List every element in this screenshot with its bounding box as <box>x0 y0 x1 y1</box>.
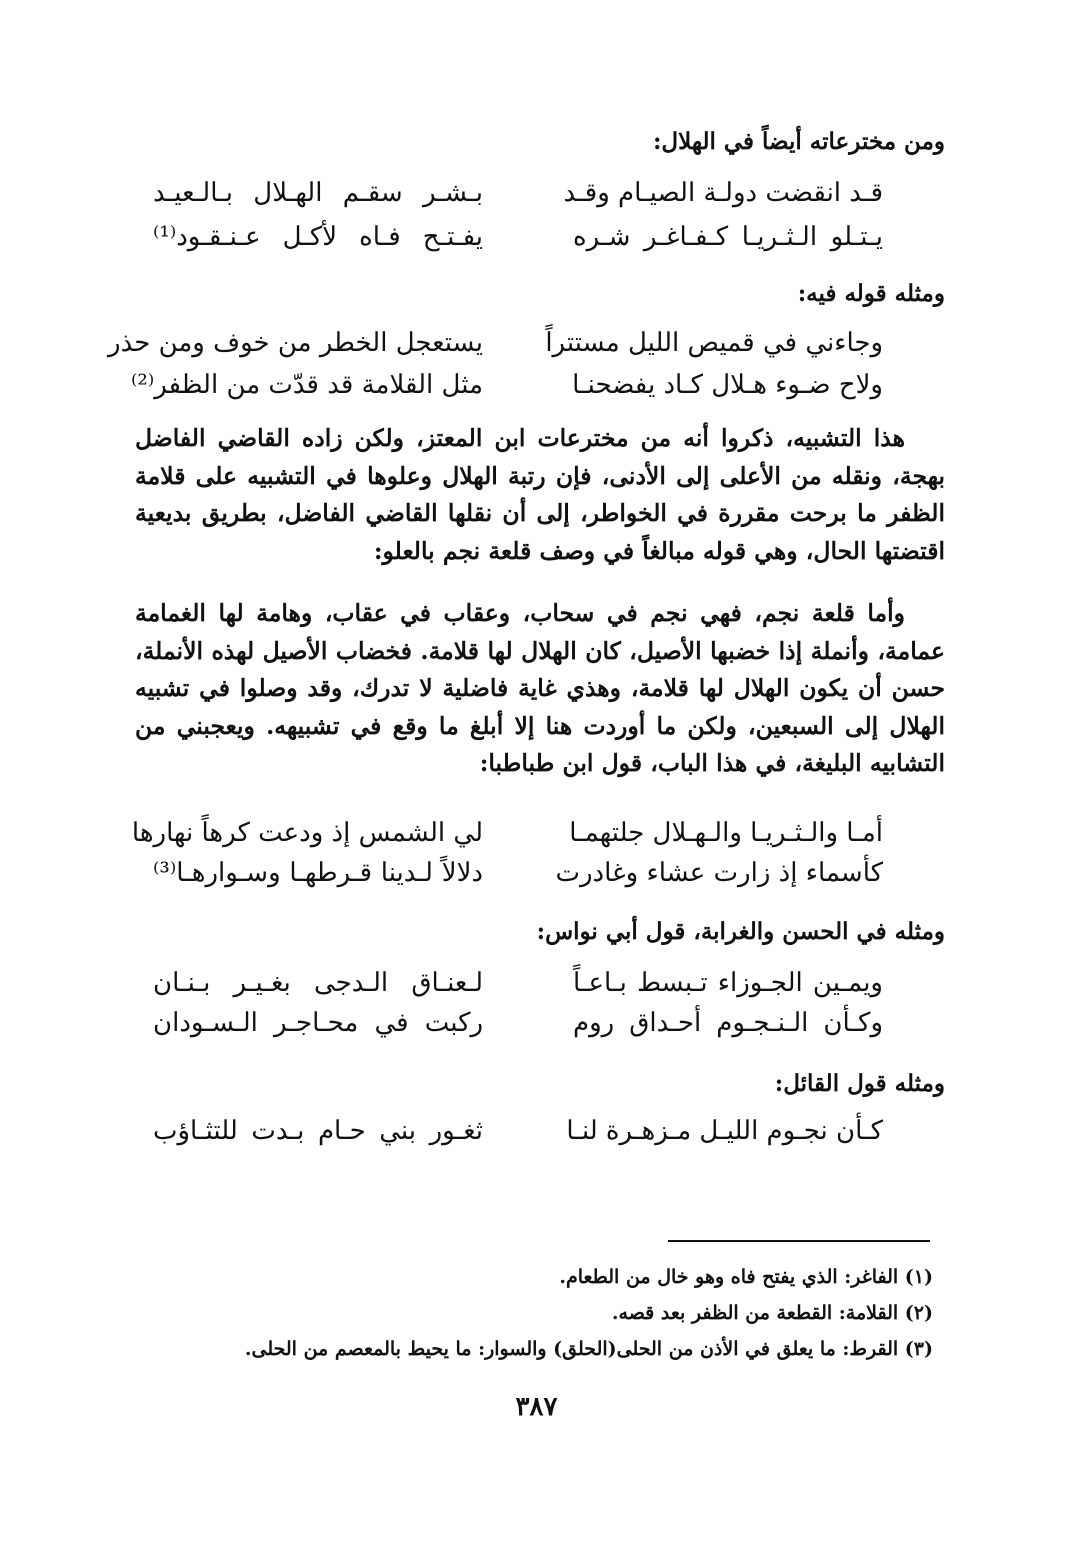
verse-line <box>153 858 883 900</box>
intro-line: ومثله قول القائل: <box>774 1070 945 1097</box>
paragraph-text: هذا التشبيه، ذكروا أنه من مخترعات ابن المعتز، ولكن زاده القاضي الفاضل بهجة، ونقله من الأعلى إلى الأدنى، فإن رتبة الهلال وعلوها في التشبيه على قلامة الظفر ما برحت مقررة في الخواطر، إلى أن نقلها القاضي الفاضل، بطريق بديعية اقتضتها الحال، وهي قوله مبالغاً في وصف قلعة نجم بالعلو: <box>135 424 945 565</box>
footnote: (١) الفاغر: الذي يفتح فاه وهو خال من الطعام. <box>559 1266 933 1288</box>
footnote: (٣) القرط: ما يعلق في الأذن من الحلى(الحلق) والسوار: ما يحيط بالمعصم من الحلى. <box>244 1338 933 1360</box>
verse-line <box>153 1008 883 1050</box>
verse-line <box>108 328 883 370</box>
verse-line <box>153 178 883 220</box>
verse-first-hemistich: ولاح ضـوء هـلال كـاد يفضحنـا <box>572 370 883 400</box>
footnote: (٢) القلامة: القطعة من الظفر بعد قصه. <box>611 1302 933 1324</box>
verse-second-hemistich: بـشـر سقـم الهـلال بـالـعيـد <box>153 178 483 208</box>
verse-line <box>131 818 883 860</box>
verse-first-hemistich: وجاءني في قميص الليل مستتراً <box>545 328 883 358</box>
verse-second-hemistich: لـعنـاق الـدجى بغـيـر بـنـان <box>153 968 483 998</box>
verse-first-hemistich: وكـأن الـنـجـوم أحـداق روم <box>573 1008 883 1038</box>
intro-line: ومن مخترعاته أيضاً في الهلال: <box>652 128 945 155</box>
verse-second-hemistich: يفـتـح فـاه لأكـل عـنـقـود⁽¹⁾ <box>153 222 483 252</box>
verse-line <box>131 370 883 412</box>
prose-paragraph <box>135 595 945 783</box>
verse-first-hemistich: كأسماء إذ زارت عشاء وغادرت <box>555 858 883 888</box>
verse-first-hemistich: ويمـين الجـوزاء تـبسط بـاعـاً <box>573 968 883 998</box>
paragraph-text: وأما قلعة نجم، فهي نجم في سحاب، وعقاب في عقاب، وهامة لها الغمامة عمامة، وأنملة إذا خضبها الأصيل، كان الهلال لها قلامة. فخضاب الأصيل لهذه الأنملة، حسن أن يكون الهلال لها قلامة، وهذي غاية فاضلية لا تدرك، وقد وصلوا في تشبيه الهلال إلى السبعين، ولكن ما أوردت هنا إلا أبلغ ما وقع في تشبيهه. ويعجبني من التشابيه البليغة، في هذا الباب، قول ابن طباطبا: <box>135 599 945 777</box>
verse-second-hemistich: دلالاً لـدينا قـرطهـا وسـوارهـا⁽³⁾ <box>153 858 483 888</box>
intro-line: ومثله قوله فيه: <box>797 280 945 307</box>
verse-second-hemistich: ثغـور بني حـام بـدت للتثـاؤب <box>153 1116 483 1146</box>
verse-second-hemistich: مثل القلامة قد قدّت من الظفر⁽²⁾ <box>131 370 483 400</box>
verse-line <box>153 968 883 1010</box>
prose-paragraph <box>135 420 945 570</box>
verse-first-hemistich: يـتـلو الـثـريـا كـفـاغـر شـره <box>573 222 883 252</box>
verse-line <box>153 1116 883 1158</box>
verse-second-hemistich: ركبت في محـاجـر الـسـودان <box>153 1008 483 1038</box>
verse-first-hemistich: كـأن نجـوم الليـل مـزهـرة لنـا <box>566 1116 883 1146</box>
verse-line <box>153 222 883 264</box>
verse-second-hemistich: لي الشمس إذ ودعت كرهاً نهارها <box>131 818 483 848</box>
verse-first-hemistich: أمـا والـثـريـا والـهـلال جلتهمـا <box>569 818 883 848</box>
verse-first-hemistich: قـد انقضت دولـة الصيـام وقـد <box>563 178 883 208</box>
verse-second-hemistich: يستعجل الخطر من خوف ومن حذر <box>108 328 483 358</box>
intro-line: ومثله في الحسن والغرابة، قول أبي نواس: <box>536 918 945 945</box>
page-number: ٣٨٧ <box>515 1392 558 1422</box>
footnote-separator <box>668 1240 930 1242</box>
